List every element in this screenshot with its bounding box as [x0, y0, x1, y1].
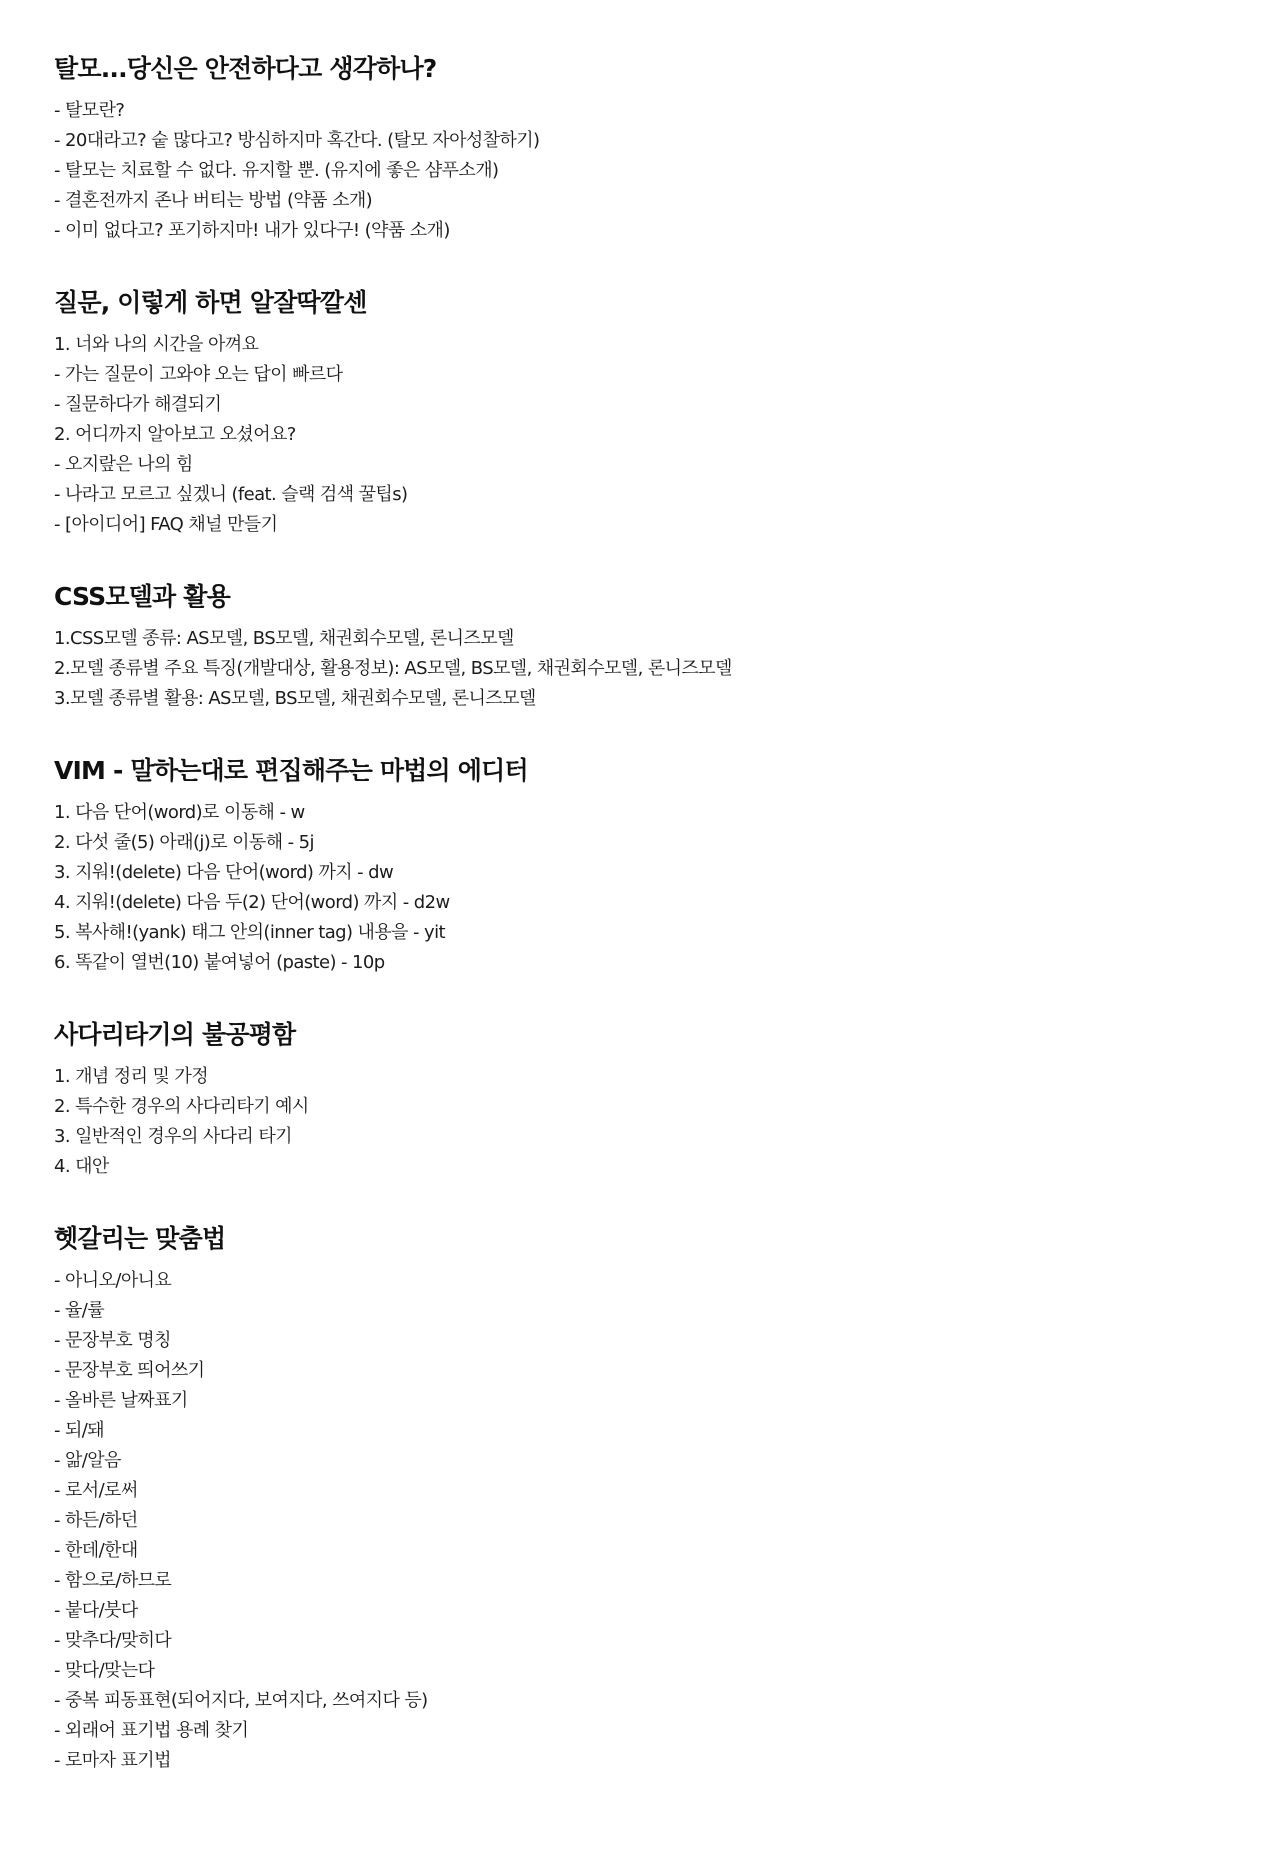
list-item: 1. 다음 단어(word)로 이동해 - w	[54, 802, 305, 823]
section-title: 질문, 이렇게 하면 알잘딱깔센	[54, 288, 367, 317]
list-item: - 가는 질문이 고와야 오는 답이 빠르다	[54, 364, 343, 385]
list-item: - 문장부호 명칭	[54, 1330, 171, 1351]
section-title: 헷갈리는 맞춤법	[54, 1224, 226, 1253]
list-item: - 올바른 날짜표기	[54, 1390, 188, 1411]
section-title: VIM - 말하는대로 편집해주는 마법의 에디터	[54, 756, 528, 785]
section-item-list	[54, 1266, 1280, 1776]
list-item: 3.모델 종류별 활용: AS모델, BS모델, 채권회수모델, 론니즈모델	[54, 688, 536, 709]
list-item: 2. 다섯 줄(5) 아래(j)로 이동해 - 5j	[54, 832, 314, 853]
section-title: CSS모델과 활용	[54, 582, 230, 611]
topic-section	[54, 576, 1280, 714]
list-item: - 율/률	[54, 1300, 105, 1321]
topic-section	[54, 282, 1280, 540]
list-item: - 맞다/맞는다	[54, 1660, 155, 1681]
list-item: - 질문하다가 해결되기	[54, 394, 222, 415]
list-item: - 맞추다/맞히다	[54, 1630, 172, 1651]
list-item: - 이미 없다고? 포기하지마! 내가 있다구! (약품 소개)	[54, 220, 450, 241]
list-item: 2. 특수한 경우의 사다리타기 예시	[54, 1096, 309, 1117]
section-item-list	[54, 1062, 1280, 1182]
list-item: 6. 똑같이 열번(10) 붙여넣어 (paste) - 10p	[54, 952, 385, 973]
list-item: - 앎/알음	[54, 1450, 121, 1471]
list-item: - 아니오/아니요	[54, 1270, 172, 1291]
list-item: 1.CSS모델 종류: AS모델, BS모델, 채권회수모델, 론니즈모델	[54, 628, 514, 649]
topic-section	[54, 750, 1280, 978]
section-item-list	[54, 96, 1280, 246]
list-item: 1. 너와 나의 시간을 아껴요	[54, 334, 259, 355]
list-item: - 로마자 표기법	[54, 1750, 171, 1771]
section-title: 탈모...당신은 안전하다고 생각하나?	[54, 54, 437, 83]
list-item: - 하든/하던	[54, 1510, 138, 1531]
topic-section	[54, 1218, 1280, 1776]
list-item: 2.모델 종류별 주요 특징(개발대상, 활용정보): AS모델, BS모델, 채권회수모델, 론니즈모델	[54, 658, 732, 679]
list-item: 4. 대안	[54, 1156, 109, 1177]
list-item: - 로서/로써	[54, 1480, 138, 1501]
topic-section	[54, 48, 1280, 246]
list-item: - 한데/한대	[54, 1540, 138, 1561]
list-item: - 탈모란?	[54, 100, 125, 121]
list-item: - 나라고 모르고 싶겠니 (feat. 슬랙 검색 꿀팁s)	[54, 484, 408, 505]
list-item: - 외래어 표기법 용례 찾기	[54, 1720, 249, 1741]
list-item: - 오지랖은 나의 힘	[54, 454, 193, 475]
list-item: 3. 지워!(delete) 다음 단어(word) 까지 - dw	[54, 862, 394, 883]
list-item: - [아이디어] FAQ 채널 만들기	[54, 514, 278, 535]
section-title: 사다리타기의 불공평함	[54, 1020, 296, 1049]
list-item: - 탈모는 치료할 수 없다. 유지할 뿐. (유지에 좋은 샴푸소개)	[54, 160, 499, 181]
list-item: - 20대라고? 숱 많다고? 방심하지마 혹간다. (탈모 자아성찰하기)	[54, 130, 540, 151]
list-item: 3. 일반적인 경우의 사다리 타기	[54, 1126, 292, 1147]
list-item: - 문장부호 띄어쓰기	[54, 1360, 205, 1381]
list-item: - 되/돼	[54, 1420, 105, 1441]
list-item: - 중복 피동표현(되어지다, 보여지다, 쓰여지다 등)	[54, 1690, 428, 1711]
topic-section	[54, 1014, 1280, 1182]
list-item: 4. 지워!(delete) 다음 두(2) 단어(word) 까지 - d2w	[54, 892, 450, 913]
list-item: 1. 개념 정리 및 가정	[54, 1066, 208, 1087]
list-item: 2. 어디까지 알아보고 오셨어요?	[54, 424, 296, 445]
list-item: - 결혼전까지 존나 버티는 방법 (약품 소개)	[54, 190, 373, 211]
section-item-list	[54, 798, 1280, 978]
section-item-list	[54, 330, 1280, 540]
section-item-list	[54, 624, 1280, 714]
list-item: - 붙다/붓다	[54, 1600, 138, 1621]
document-body	[54, 48, 1280, 1776]
list-item: - 함으로/하므로	[54, 1570, 172, 1591]
list-item: 5. 복사해!(yank) 태그 안의(inner tag) 내용을 - yit	[54, 922, 445, 943]
